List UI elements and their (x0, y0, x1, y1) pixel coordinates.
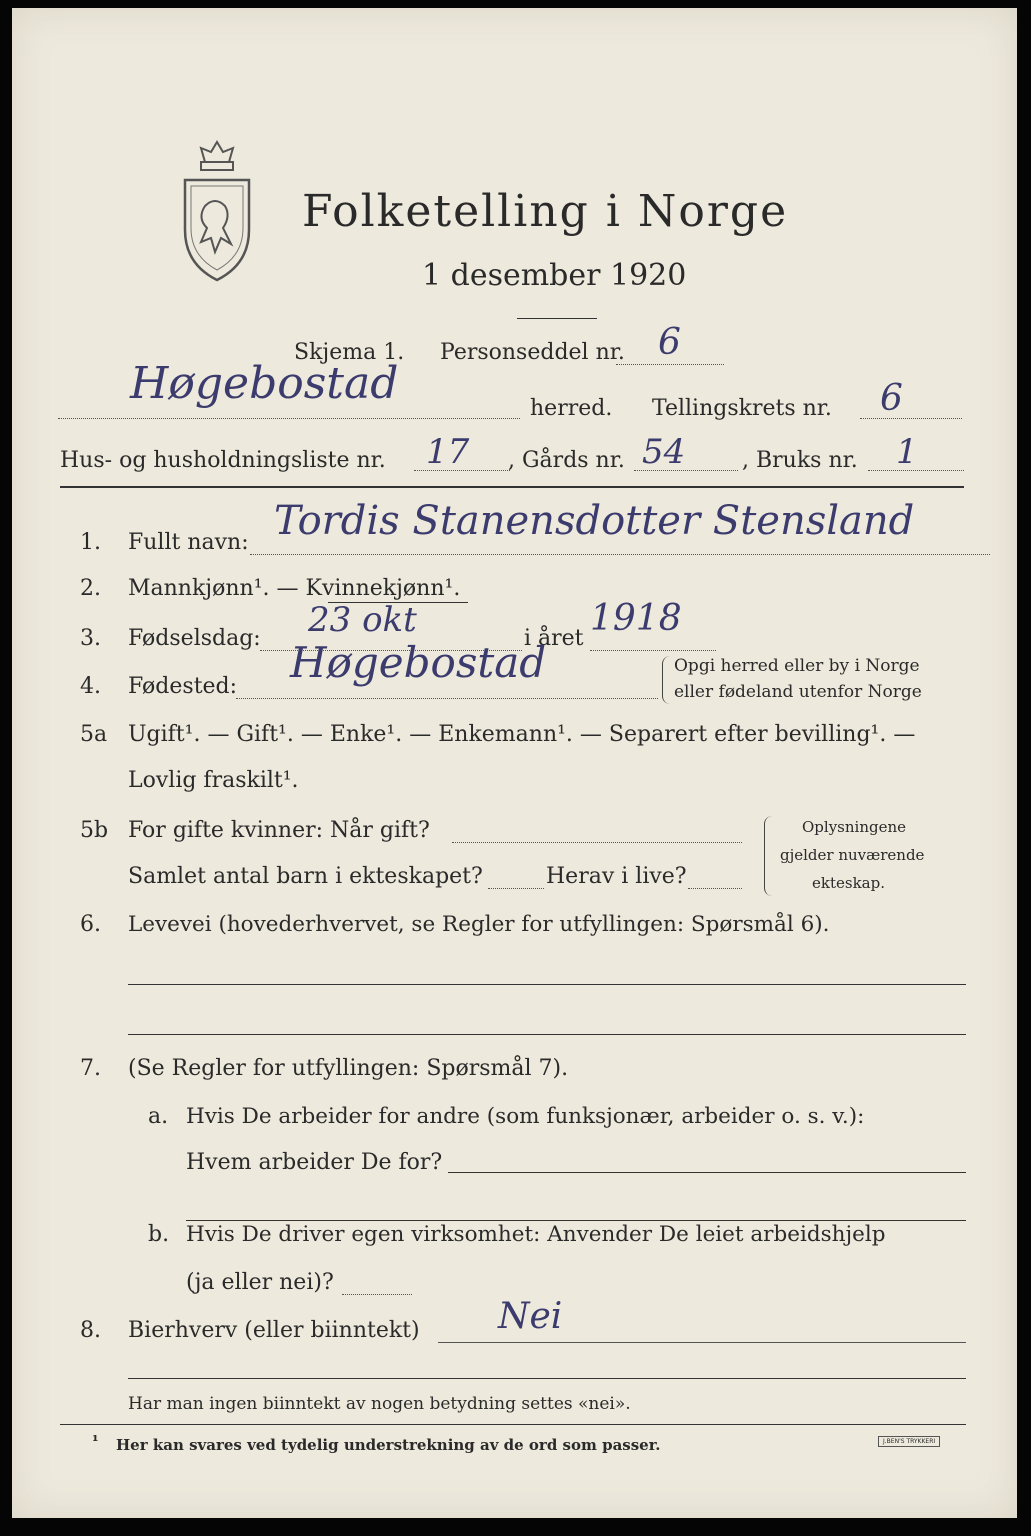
q5b-alive-label: Herav i live? (546, 864, 687, 889)
q3-year-label: i året (524, 626, 584, 651)
footer-note: Har man ingen biinntekt av nogen betydning settes «nei». (128, 1394, 631, 1414)
q3-label: Fødselsdag: (128, 626, 261, 651)
herred-label: herred. (530, 396, 613, 421)
header-divider (60, 486, 964, 488)
printer-stamp: J.BEN'S TRYKKERI (878, 1436, 940, 1447)
q5a-number: 5a (80, 722, 108, 747)
birthday-value[interactable]: 23 okt (308, 600, 417, 640)
q7b-line-2: (ja eller nei)? (186, 1270, 334, 1295)
q4-number: 4. (80, 674, 101, 699)
q5a-line-2: Lovlig fraskilt¹. (128, 768, 299, 793)
q4-label: Fødested: (128, 674, 238, 699)
q8-label: Bierhverv (eller biinntekt) (128, 1318, 420, 1343)
footnote: Her kan svares ved tydelig understrekning av de ord som passer. (116, 1436, 661, 1454)
q7a-letter: a. (148, 1104, 169, 1129)
footnote-mark: ¹ (92, 1432, 99, 1450)
q8-value[interactable]: Nei (498, 1296, 563, 1337)
q1-number: 1. (80, 530, 101, 555)
gards-value[interactable]: 54 (642, 432, 686, 472)
q7a-line-1: Hvis De arbeider for andre (som funksjonær, arbeider o. s. v.): (186, 1104, 865, 1129)
q3-number: 3. (80, 626, 101, 651)
q5b-children-label: Samlet antal barn i ekteskapet? (128, 864, 483, 889)
q5b-note-3: ekteskap. (812, 874, 885, 892)
q1-label: Fullt navn: (128, 530, 249, 555)
q6-answer-line-1[interactable] (128, 984, 966, 985)
q5b-note-1: Oplysningene (802, 818, 907, 836)
q7-label: (Se Regler for utfyllingen: Spørsmål 7). (128, 1056, 569, 1081)
coat-of-arms-icon (177, 136, 257, 286)
bruks-value[interactable]: 1 (896, 432, 918, 472)
form-title: Folketelling i Norge (302, 186, 789, 237)
skjema-label: Skjema 1. (294, 340, 405, 365)
title-underline (517, 318, 597, 319)
q7b-letter: b. (148, 1222, 170, 1247)
q7a-answer-line[interactable] (448, 1172, 966, 1173)
tellingskrets-label: Tellingskrets nr. (652, 396, 832, 421)
census-date: 1 desember 1920 (422, 258, 687, 293)
q4-note-1: Opgi herred eller by i Norge (674, 656, 920, 676)
q6-number: 6. (80, 912, 101, 937)
q4-note-2: eller fødeland utenfor Norge (674, 682, 922, 702)
hus-value[interactable]: 17 (426, 432, 470, 472)
full-name-value[interactable]: Tordis Stanensdotter Stensland (274, 498, 915, 544)
q5b-number: 5b (80, 818, 109, 843)
bruks-label: , Bruks nr. (742, 448, 858, 473)
gards-label: , Gårds nr. (508, 448, 625, 473)
q6-answer-line-2[interactable] (128, 1034, 966, 1035)
q5b-note-2: gjelder nuværende (780, 846, 925, 864)
census-form (12, 8, 1017, 1518)
q2-label: Mannkjønn¹. — Kvinnekjønn¹. (128, 576, 461, 601)
herred-value[interactable]: Høgebostad (130, 358, 399, 409)
q7-number: 7. (80, 1056, 101, 1081)
personseddel-label: Personseddel nr. (440, 340, 625, 365)
q7a-answer-line-2[interactable] (186, 1220, 966, 1221)
hus-label: Hus- og husholdningsliste nr. (60, 448, 386, 473)
tellingskrets-value[interactable]: 6 (880, 378, 903, 419)
q5b-line-1: For gifte kvinner: Når gift? (128, 818, 430, 843)
q2-number: 2. (80, 576, 101, 601)
q5a-line-1: Ugift¹. — Gift¹. — Enke¹. — Enkemann¹. — Separert efter bevilling¹. — (128, 722, 916, 747)
q6-label: Levevei (hovederhvervet, se Regler for utfyllingen: Spørsmål 6). (128, 912, 830, 937)
birthplace-value[interactable]: Høgebostad (290, 638, 547, 687)
birth-year-value[interactable]: 1918 (590, 598, 682, 639)
q7b-line-1: Hvis De driver egen virksomhet: Anvender De leiet arbeidshjelp (186, 1222, 886, 1247)
q7a-line-2: Hvem arbeider De for? (186, 1150, 443, 1175)
q8-number: 8. (80, 1318, 101, 1343)
personseddel-value[interactable]: 6 (658, 322, 681, 363)
